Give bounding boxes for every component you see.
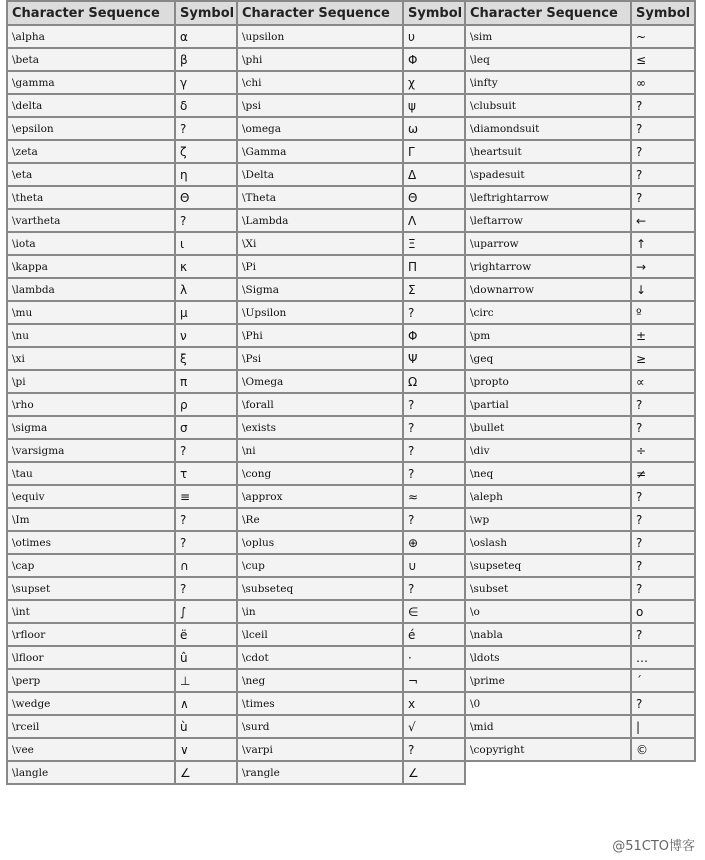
symbol-cell: ?: [631, 416, 695, 439]
character-sequence-cell: \pi: [7, 370, 175, 393]
character-sequence-cell: \varsigma: [7, 439, 175, 462]
character-sequence-cell: \mu: [7, 301, 175, 324]
symbol-cell: Ψ: [403, 347, 465, 370]
character-sequence-cell: \Omega: [237, 370, 403, 393]
symbol-cell: é: [403, 623, 465, 646]
character-sequence-cell: \epsilon: [7, 117, 175, 140]
symbol-cell: ?: [403, 393, 465, 416]
table-row: [7, 439, 695, 462]
character-sequence-cell: \Theta: [237, 186, 403, 209]
symbol-cell: √: [403, 715, 465, 738]
character-sequence-cell: \subset: [465, 577, 631, 600]
symbol-cell: Γ: [403, 140, 465, 163]
symbol-cell: ω: [403, 117, 465, 140]
table-row: [7, 117, 695, 140]
symbol-cell: ψ: [403, 94, 465, 117]
symbol-cell: ?: [403, 439, 465, 462]
symbol-cell: ?: [631, 140, 695, 163]
character-sequence-cell: \Im: [7, 508, 175, 531]
symbol-cell: [631, 761, 695, 784]
header-character-sequence-3: Character Sequence: [465, 1, 631, 25]
symbol-cell: Ω: [403, 370, 465, 393]
character-sequence-cell: \times: [237, 692, 403, 715]
character-sequence-cell: \oplus: [237, 531, 403, 554]
character-sequence-cell: \gamma: [7, 71, 175, 94]
character-sequence-cell: \prime: [465, 669, 631, 692]
symbol-cell: ≤: [631, 48, 695, 71]
symbol-cell: →: [631, 255, 695, 278]
symbol-cell: ∞: [631, 71, 695, 94]
header-symbol-3: Symbol: [631, 1, 695, 25]
character-sequence-cell: \exists: [237, 416, 403, 439]
symbol-cell: ?: [403, 738, 465, 761]
character-sequence-cell: \tau: [7, 462, 175, 485]
character-sequence-cell: \Psi: [237, 347, 403, 370]
symbol-cell: λ: [175, 278, 237, 301]
table-row: [7, 692, 695, 715]
character-sequence-cell: \neg: [237, 669, 403, 692]
character-sequence-cell: \ni: [237, 439, 403, 462]
watermark-text: @51CTO博客: [612, 839, 695, 854]
symbol-cell: ⊥: [175, 669, 237, 692]
character-sequence-cell: \cdot: [237, 646, 403, 669]
symbol-cell: ο: [631, 600, 695, 623]
character-sequence-cell: \oslash: [465, 531, 631, 554]
character-sequence-cell: \iota: [7, 232, 175, 255]
symbol-cell: σ: [175, 416, 237, 439]
character-sequence-cell: \downarrow: [465, 278, 631, 301]
character-sequence-cell: \supseteq: [465, 554, 631, 577]
symbol-cell: η: [175, 163, 237, 186]
character-sequence-cell: \omega: [237, 117, 403, 140]
character-sequence-cell: \copyright: [465, 738, 631, 761]
character-sequence-cell: \cup: [237, 554, 403, 577]
character-sequence-cell: \Gamma: [237, 140, 403, 163]
character-sequence-cell: \spadesuit: [465, 163, 631, 186]
symbol-cell: ≡: [175, 485, 237, 508]
symbol-cell: ⊕: [403, 531, 465, 554]
character-sequence-cell: \perp: [7, 669, 175, 692]
character-sequence-cell: \rangle: [237, 761, 403, 784]
table-row: [7, 531, 695, 554]
symbol-cell: ∫: [175, 600, 237, 623]
symbol-cell: Φ: [403, 324, 465, 347]
character-sequence-cell: \rightarrow: [465, 255, 631, 278]
character-sequence-cell: \wedge: [7, 692, 175, 715]
table-row: [7, 71, 695, 94]
header-row: [7, 1, 695, 25]
table-row: [7, 324, 695, 347]
character-sequence-cell: \wp: [465, 508, 631, 531]
symbol-cell: ↑: [631, 232, 695, 255]
symbol-cell: ∈: [403, 600, 465, 623]
character-sequence-cell: \bullet: [465, 416, 631, 439]
character-sequence-cell: \leftrightarrow: [465, 186, 631, 209]
character-sequence-cell: \nabla: [465, 623, 631, 646]
symbol-cell: Φ: [403, 48, 465, 71]
symbol-cell: ?: [631, 554, 695, 577]
symbol-cell: ξ: [175, 347, 237, 370]
table-row: [7, 485, 695, 508]
symbol-cell: Λ: [403, 209, 465, 232]
symbol-cell: ∪: [403, 554, 465, 577]
symbol-cell: ¬: [403, 669, 465, 692]
character-sequence-cell: \Sigma: [237, 278, 403, 301]
character-sequence-cell: \Phi: [237, 324, 403, 347]
character-sequence-cell: \sigma: [7, 416, 175, 439]
symbol-cell: ?: [631, 508, 695, 531]
character-sequence-cell: \Upsilon: [237, 301, 403, 324]
symbol-cell: ±: [631, 324, 695, 347]
symbol-cell: ζ: [175, 140, 237, 163]
symbol-cell: ?: [175, 508, 237, 531]
header-symbol-2: Symbol: [403, 1, 465, 25]
character-sequence-cell: \rfloor: [7, 623, 175, 646]
symbol-cell: ↓: [631, 278, 695, 301]
symbol-cell: ?: [175, 577, 237, 600]
symbol-cell: μ: [175, 301, 237, 324]
table-row: [7, 508, 695, 531]
character-sequence-cell: \heartsuit: [465, 140, 631, 163]
symbol-cell: ?: [631, 623, 695, 646]
symbol-cell: α: [175, 25, 237, 48]
symbol-reference-table-wrapper: [6, 0, 696, 785]
character-sequence-cell: \forall: [237, 393, 403, 416]
table-row: [7, 416, 695, 439]
table-row: [7, 462, 695, 485]
character-sequence-cell: \cap: [7, 554, 175, 577]
character-sequence-cell: \Lambda: [237, 209, 403, 232]
table-row: [7, 623, 695, 646]
symbol-cell: ≥: [631, 347, 695, 370]
table-row: [7, 278, 695, 301]
character-sequence-cell: \upsilon: [237, 25, 403, 48]
symbol-cell: ?: [175, 531, 237, 554]
character-sequence-cell: \geq: [465, 347, 631, 370]
symbol-cell: º: [631, 301, 695, 324]
character-sequence-cell: \partial: [465, 393, 631, 416]
symbol-cell: χ: [403, 71, 465, 94]
symbol-cell: ë: [175, 623, 237, 646]
symbol-cell: Θ: [403, 186, 465, 209]
character-sequence-cell: \o: [465, 600, 631, 623]
table-row: [7, 94, 695, 117]
character-sequence-cell: \chi: [237, 71, 403, 94]
symbol-cell: ?: [403, 577, 465, 600]
symbol-cell: ∝: [631, 370, 695, 393]
character-sequence-cell: \equiv: [7, 485, 175, 508]
table-row: [7, 669, 695, 692]
character-sequence-cell: \eta: [7, 163, 175, 186]
symbol-cell: ?: [631, 692, 695, 715]
table-row: [7, 577, 695, 600]
table-row: [7, 25, 695, 48]
table-row: [7, 140, 695, 163]
symbol-cell: ?: [631, 531, 695, 554]
character-sequence-cell: \rho: [7, 393, 175, 416]
symbol-cell: ρ: [175, 393, 237, 416]
character-sequence-cell: \rceil: [7, 715, 175, 738]
character-sequence-cell: \approx: [237, 485, 403, 508]
table-row: [7, 646, 695, 669]
character-sequence-cell: \phi: [237, 48, 403, 71]
character-sequence-cell: \circ: [465, 301, 631, 324]
character-sequence-cell: \div: [465, 439, 631, 462]
symbol-cell: ?: [175, 117, 237, 140]
symbol-cell: κ: [175, 255, 237, 278]
table-row: [7, 301, 695, 324]
symbol-cell: ?: [631, 485, 695, 508]
character-sequence-cell: \mid: [465, 715, 631, 738]
character-sequence-cell: \leq: [465, 48, 631, 71]
table-body: [7, 25, 695, 784]
symbol-cell: …: [631, 646, 695, 669]
symbol-cell: ≈: [403, 485, 465, 508]
symbol-cell: ←: [631, 209, 695, 232]
symbol-cell: ?: [631, 186, 695, 209]
symbol-cell: ∨: [175, 738, 237, 761]
character-sequence-cell: \int: [7, 600, 175, 623]
character-sequence-cell: \supset: [7, 577, 175, 600]
character-sequence-cell: \diamondsuit: [465, 117, 631, 140]
symbol-cell: ?: [631, 163, 695, 186]
character-sequence-cell: \vartheta: [7, 209, 175, 232]
character-sequence-cell: \surd: [237, 715, 403, 738]
greek-and-symbol-table: [6, 0, 696, 785]
symbol-cell: τ: [175, 462, 237, 485]
table-row: [7, 761, 695, 784]
character-sequence-cell: \propto: [465, 370, 631, 393]
symbol-cell: ?: [631, 94, 695, 117]
character-sequence-cell: \theta: [7, 186, 175, 209]
symbol-cell: ?: [631, 577, 695, 600]
character-sequence-cell: \varpi: [237, 738, 403, 761]
header-symbol-1: Symbol: [175, 1, 237, 25]
character-sequence-cell: \lceil: [237, 623, 403, 646]
table-row: [7, 738, 695, 761]
character-sequence-cell: \in: [237, 600, 403, 623]
header-character-sequence-1: Character Sequence: [7, 1, 175, 25]
character-sequence-cell: \leftarrow: [465, 209, 631, 232]
character-sequence-cell: \neq: [465, 462, 631, 485]
character-sequence-cell: \vee: [7, 738, 175, 761]
table-row: [7, 48, 695, 71]
symbol-cell: ?: [175, 209, 237, 232]
symbol-cell: ?: [175, 439, 237, 462]
symbol-cell: ν: [175, 324, 237, 347]
symbol-cell: β: [175, 48, 237, 71]
symbol-cell: ·: [403, 646, 465, 669]
character-sequence-cell: \alpha: [7, 25, 175, 48]
character-sequence-cell: \clubsuit: [465, 94, 631, 117]
character-sequence-cell: \xi: [7, 347, 175, 370]
table-row: [7, 163, 695, 186]
header-character-sequence-2: Character Sequence: [237, 1, 403, 25]
symbol-cell: ?: [631, 393, 695, 416]
character-sequence-cell: \uparrow: [465, 232, 631, 255]
symbol-cell: Ξ: [403, 232, 465, 255]
character-sequence-cell: \lambda: [7, 278, 175, 301]
table-row: [7, 715, 695, 738]
table-row: [7, 186, 695, 209]
character-sequence-cell: \sim: [465, 25, 631, 48]
symbol-cell: Σ: [403, 278, 465, 301]
table-row: [7, 232, 695, 255]
symbol-cell: Θ: [175, 186, 237, 209]
symbol-cell: υ: [403, 25, 465, 48]
character-sequence-cell: \Delta: [237, 163, 403, 186]
symbol-cell: ∠: [403, 761, 465, 784]
symbol-cell: ©: [631, 738, 695, 761]
symbol-cell: γ: [175, 71, 237, 94]
table-row: [7, 554, 695, 577]
table-row: [7, 347, 695, 370]
table-row: [7, 600, 695, 623]
table-row: [7, 393, 695, 416]
symbol-cell: π: [175, 370, 237, 393]
character-sequence-cell: \zeta: [7, 140, 175, 163]
table-row: [7, 255, 695, 278]
symbol-cell: |: [631, 715, 695, 738]
symbol-cell: û: [175, 646, 237, 669]
character-sequence-cell: \lfloor: [7, 646, 175, 669]
character-sequence-cell: \langle: [7, 761, 175, 784]
symbol-cell: ´: [631, 669, 695, 692]
symbol-cell: ?: [631, 117, 695, 140]
symbol-cell: ù: [175, 715, 237, 738]
symbol-cell: Π: [403, 255, 465, 278]
character-sequence-cell: \infty: [465, 71, 631, 94]
table-row: [7, 370, 695, 393]
character-sequence-cell: \0: [465, 692, 631, 715]
character-sequence-cell: \pm: [465, 324, 631, 347]
character-sequence-cell: \nu: [7, 324, 175, 347]
character-sequence-cell: \psi: [237, 94, 403, 117]
symbol-cell: ?: [403, 508, 465, 531]
character-sequence-cell: \otimes: [7, 531, 175, 554]
character-sequence-cell: \Re: [237, 508, 403, 531]
symbol-cell: ∠: [175, 761, 237, 784]
character-sequence-cell: \Xi: [237, 232, 403, 255]
character-sequence-cell: \aleph: [465, 485, 631, 508]
character-sequence-cell: \Pi: [237, 255, 403, 278]
character-sequence-cell: \ldots: [465, 646, 631, 669]
symbol-cell: ?: [403, 301, 465, 324]
character-sequence-cell: \beta: [7, 48, 175, 71]
symbol-cell: x: [403, 692, 465, 715]
symbol-cell: ≠: [631, 462, 695, 485]
character-sequence-cell: \delta: [7, 94, 175, 117]
character-sequence-cell: \kappa: [7, 255, 175, 278]
character-sequence-cell: [465, 761, 631, 784]
character-sequence-cell: \subseteq: [237, 577, 403, 600]
symbol-cell: ÷: [631, 439, 695, 462]
symbol-cell: Δ: [403, 163, 465, 186]
symbol-cell: ?: [403, 416, 465, 439]
symbol-cell: δ: [175, 94, 237, 117]
symbol-cell: ι: [175, 232, 237, 255]
symbol-cell: ∧: [175, 692, 237, 715]
table-row: [7, 209, 695, 232]
symbol-cell: ∩: [175, 554, 237, 577]
symbol-cell: ?: [403, 462, 465, 485]
symbol-cell: ~: [631, 25, 695, 48]
character-sequence-cell: \cong: [237, 462, 403, 485]
